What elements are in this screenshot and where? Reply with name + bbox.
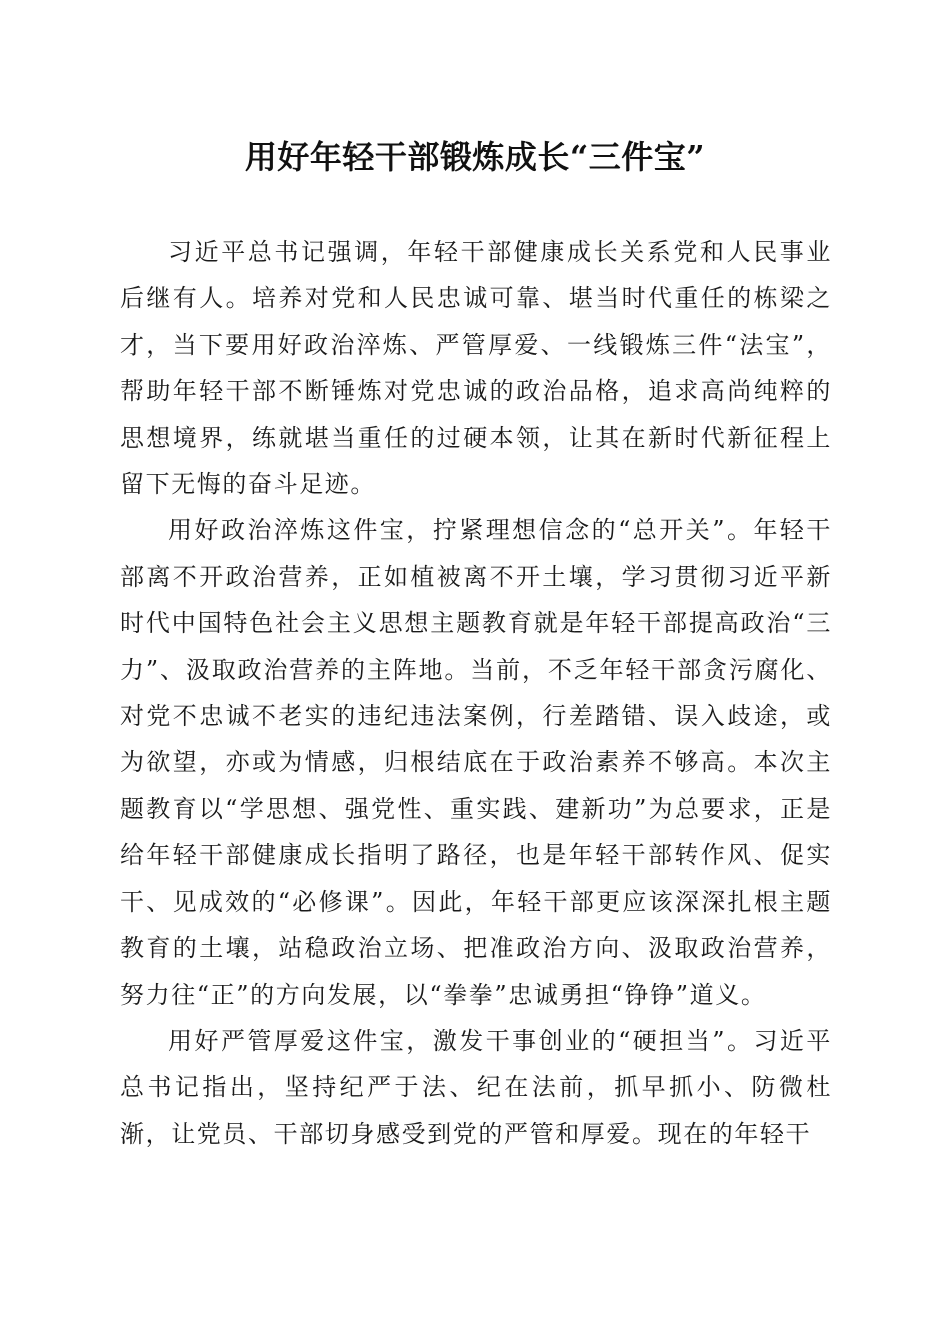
paragraph-strict-management: 用好严管厚爱这件宝，激发干事创业的“硬担当”。习近平总书记指出，坚持纪严于法、纪在法前，抓早抓小、防微杜渐，让党员、干部切身感受到党的严管和厚爱。现在的年轻干 <box>120 1026 832 1148</box>
paragraph-political-tempering: 用好政治淬炼这件宝，拧紧理想信念的“总开关”。年轻干部离不开政治营养，正如植被离不开土壤，学习贯彻习近平新时代中国特色社会主义思想主题教育就是年轻干部提高政治“三力”、汲取政治营养的主阵地。当前，不乏年轻干部贪污腐化、对党不忠诚不老实的违纪违法案例，行差踏错、误入歧途，或为欲望，亦或为情感，归根结底在于政治素养不够高。本次主题教育以“学思想、强党性、重实践、建新功”为总要求，正是给年轻干部健康成长指明了路径，也是年轻干部转作风、促实干、见成效的“必修课”。因此，年轻干部更应该深深扎根主题教育的土壤，站稳政治立场、把准政治方向、汲取政治营养，努力往“正”的方向发展，以“拳拳”忠诚勇担“铮铮”道义。 <box>120 516 832 1009</box>
paragraph-intro: 习近平总书记强调，年轻干部健康成长关系党和人民事业后继有人。培养对党和人民忠诚可靠、堪当时代重任的栋梁之才，当下要用好政治淬炼、严管厚爱、一线锻炼三件“法宝”，帮助年轻干部不断锤炼对党忠诚的政治品格，追求高尚纯粹的思想境界，练就堪当重任的过硬本领，让其在新时代新征程上留下无悔的奋斗足迹。 <box>120 238 832 499</box>
article-body <box>120 229 832 1157</box>
page-title: 用好年轻干部锻炼成长“三件宝” <box>244 138 706 176</box>
